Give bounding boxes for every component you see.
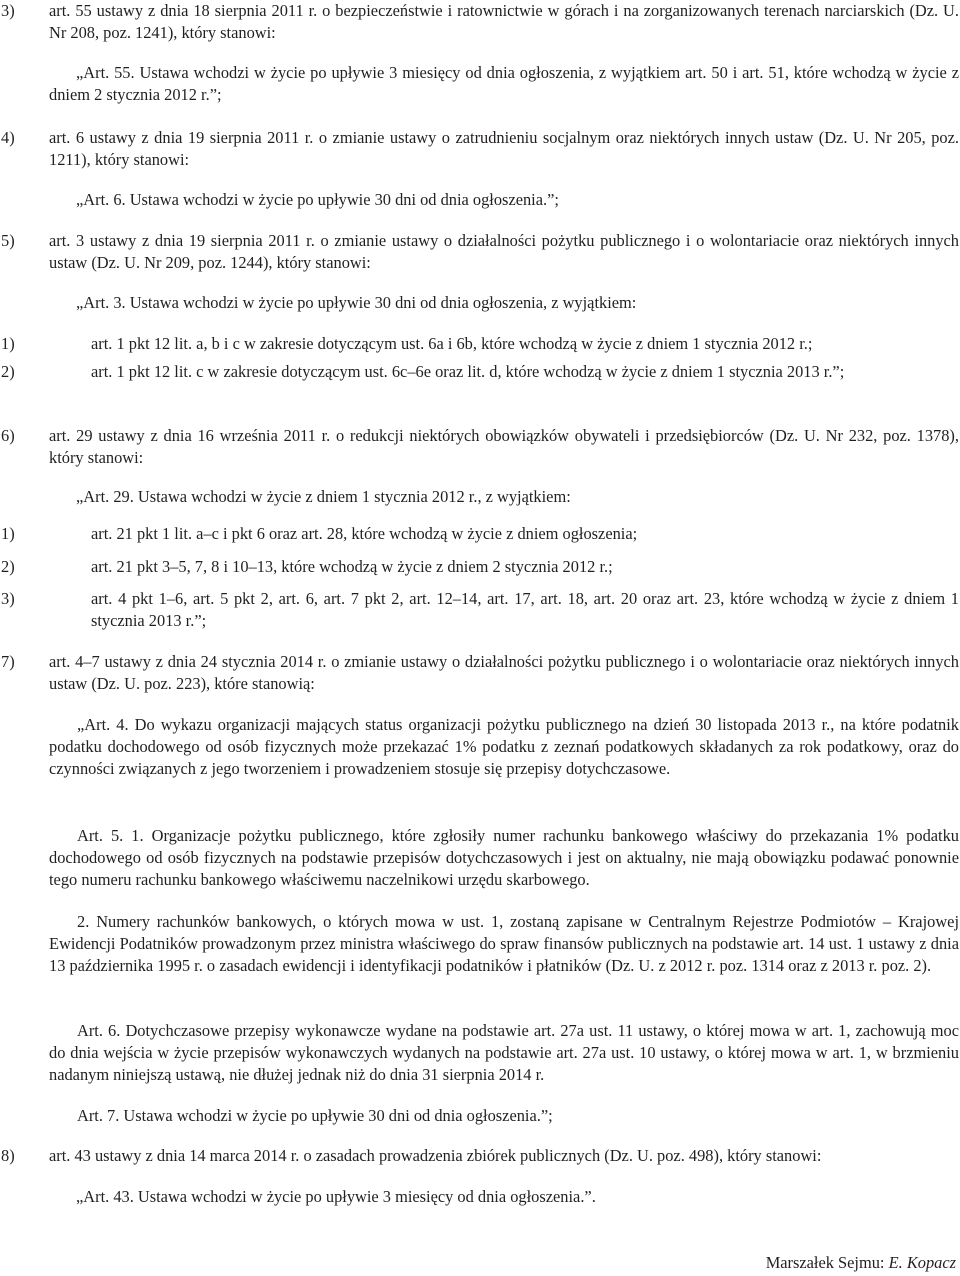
signature-name: E. Kopacz — [888, 1253, 956, 1272]
item-5-sub-1-text: art. 1 pkt 12 lit. a, b i c w zakresie dotyczącym ust. 6a i 6b, które wchodzą w życie z dniem 1 stycznia 2012 r.; — [91, 334, 813, 353]
item-3-quote: „Art. 55. Ustawa wchodzi w życie po upływie 3 miesięcy od dnia ogłoszenia, z wyjątkiem art. 50 i art. 51, które wchodzą w życie z dniem 2 stycznia 2012 r.”; — [49, 63, 959, 104]
item-4-number: 4) — [1, 128, 15, 147]
item-8-text: art. 43 ustawy z dnia 14 marca 2014 r. o zasadach prowadzenia zbiórek publicznych (Dz. U. poz. 498), który stanowi: — [49, 1146, 822, 1165]
item-6-quote: „Art. 29. Ustawa wchodzi w życie z dniem 1 stycznia 2012 r., z wyjątkiem: — [76, 487, 571, 506]
signature — [766, 1252, 956, 1274]
item-3-text: art. 55 ustawy z dnia 18 sierpnia 2011 r. o bezpieczeństwie i ratownictwie w górach i na zorganizowanych terenach narciarskich (Dz. U. Nr 208, poz. 1241), który stanowi: — [49, 1, 959, 42]
item-5-text: art. 3 ustawy z dnia 19 sierpnia 2011 r. o zmianie ustawy o działalności pożytku publicznego i o wolontariacie oraz niektórych innych ustaw (Dz. U. Nr 209, poz. 1244), który stanowi: — [49, 231, 959, 272]
item-4-quote: „Art. 6. Ustawa wchodzi w życie po upływie 30 dni od dnia ogłoszenia.”; — [76, 190, 559, 209]
item-5-sub-1-number: 1) — [1, 334, 15, 353]
item-7-quote-art-5-2: 2. Numery rachunków bankowych, o których mowa w ust. 1, zostaną zapisane w Centralnym Rejestrze Podmiotów – Krajowej Ewidencji Podatników prowadzonym przez ministra właściwego do spraw finansów publicznych na podstawie art. 14 ust. 1 ustawy z dnia 13 października 1995 r. o zasadach ewidencji i identyfikacji podatników i płatników (Dz. U. z 2012 r. poz. 1314 oraz z 2013 r. poz. 2). — [49, 912, 959, 975]
item-4-text: art. 6 ustawy z dnia 19 sierpnia 2011 r. o zmianie ustawy o zatrudnieniu socjalnym oraz niektórych innych ustaw (Dz. U. Nr 205, poz. 1211), który stanowi: — [49, 128, 959, 169]
item-5-sub-2-number: 2) — [1, 362, 15, 381]
item-8-quote: „Art. 43. Ustawa wchodzi w życie po upływie 3 miesięcy od dnia ogłoszenia.”. — [76, 1187, 596, 1206]
item-7-quote-art-7: Art. 7. Ustawa wchodzi w życie po upływie 30 dni od dnia ogłoszenia.”; — [77, 1106, 553, 1125]
item-7-quote-art-5-1: Art. 5. 1. Organizacje pożytku publicznego, które zgłosiły numer rachunku bankowego właściwy do przekazania 1% podatku dochodowego od osób fizycznych na podstawie przepisów dotychczasowych i jest on aktualny, nie mają obowiązku podawać ponownie tego numeru rachunku bankowego właściwemu naczelnikowi urzędu skarbowego. — [49, 826, 959, 889]
item-5-sub-2-text: art. 1 pkt 12 lit. c w zakresie dotyczącym ust. 6c–6e oraz lit. d, które wchodzą w życie z dniem 1 stycznia 2013 r.”; — [91, 362, 845, 381]
item-6-sub-3-number: 3) — [1, 589, 15, 608]
item-7-quote-art-4: „Art. 4. Do wykazu organizacji mających status organizacji pożytku publicznego na dzień 30 listopada 2013 r., na które podatnik podatku dochodowego od osób fizycznych może przekazać 1% podatku z zeznań podatkowych składanych za rok podatkowy, oraz do czynności związanych z jego tworzeniem i prowadzeniem stosuje się przepisy dotychczasowe. — [49, 715, 959, 778]
item-5-quote: „Art. 3. Ustawa wchodzi w życie po upływie 30 dni od dnia ogłoszenia, z wyjątkiem: — [76, 293, 637, 312]
item-7-number: 7) — [1, 652, 15, 671]
item-6-sub-3-text: art. 4 pkt 1–6, art. 5 pkt 2, art. 6, art. 7 pkt 2, art. 12–14, art. 17, art. 18, art. 20 oraz art. 23, które wchodzą w życie z dniem 1 stycznia 2013 r.”; — [91, 589, 959, 630]
item-3-number: 3) — [1, 1, 15, 20]
item-6-sub-2-number: 2) — [1, 557, 15, 576]
item-6-sub-2-text: art. 21 pkt 3–5, 7, 8 i 10–13, które wchodzą w życie z dniem 2 stycznia 2012 r.; — [91, 557, 613, 576]
item-6-sub-1-text: art. 21 pkt 1 lit. a–c i pkt 6 oraz art. 28, które wchodzą w życie z dniem ogłoszenia; — [91, 524, 638, 543]
item-5-number: 5) — [1, 231, 15, 250]
item-8-number: 8) — [1, 1146, 15, 1165]
item-6-number: 6) — [1, 426, 15, 445]
item-6-text: art. 29 ustawy z dnia 16 września 2011 r. o redukcji niektórych obowiązków obywateli i przedsiębiorców (Dz. U. Nr 232, poz. 1378), który stanowi: — [49, 426, 959, 467]
item-7-text: art. 4–7 ustawy z dnia 24 stycznia 2014 r. o zmianie ustawy o działalności pożytku publicznego i o wolontariacie oraz niektórych innych ustaw (Dz. U. poz. 223), które stanowią: — [49, 652, 959, 693]
item-6-sub-1-number: 1) — [1, 524, 15, 543]
item-7-quote-art-6: Art. 6. Dotychczasowe przepisy wykonawcze wydane na podstawie art. 27a ust. 11 ustawy, o której mowa w art. 1, zachowują moc do dnia wejścia w życie przepisów wykonawczych wydanych na podstawie art. 27a ust. 10 ustawy, o której mowa w art. 1, w brzmieniu nadanym niniejszą ustawą, nie dłużej jednak niż do dnia 31 sierpnia 2014 r. — [49, 1021, 959, 1084]
signature-role: Marszałek Sejmu: — [765, 1253, 885, 1272]
